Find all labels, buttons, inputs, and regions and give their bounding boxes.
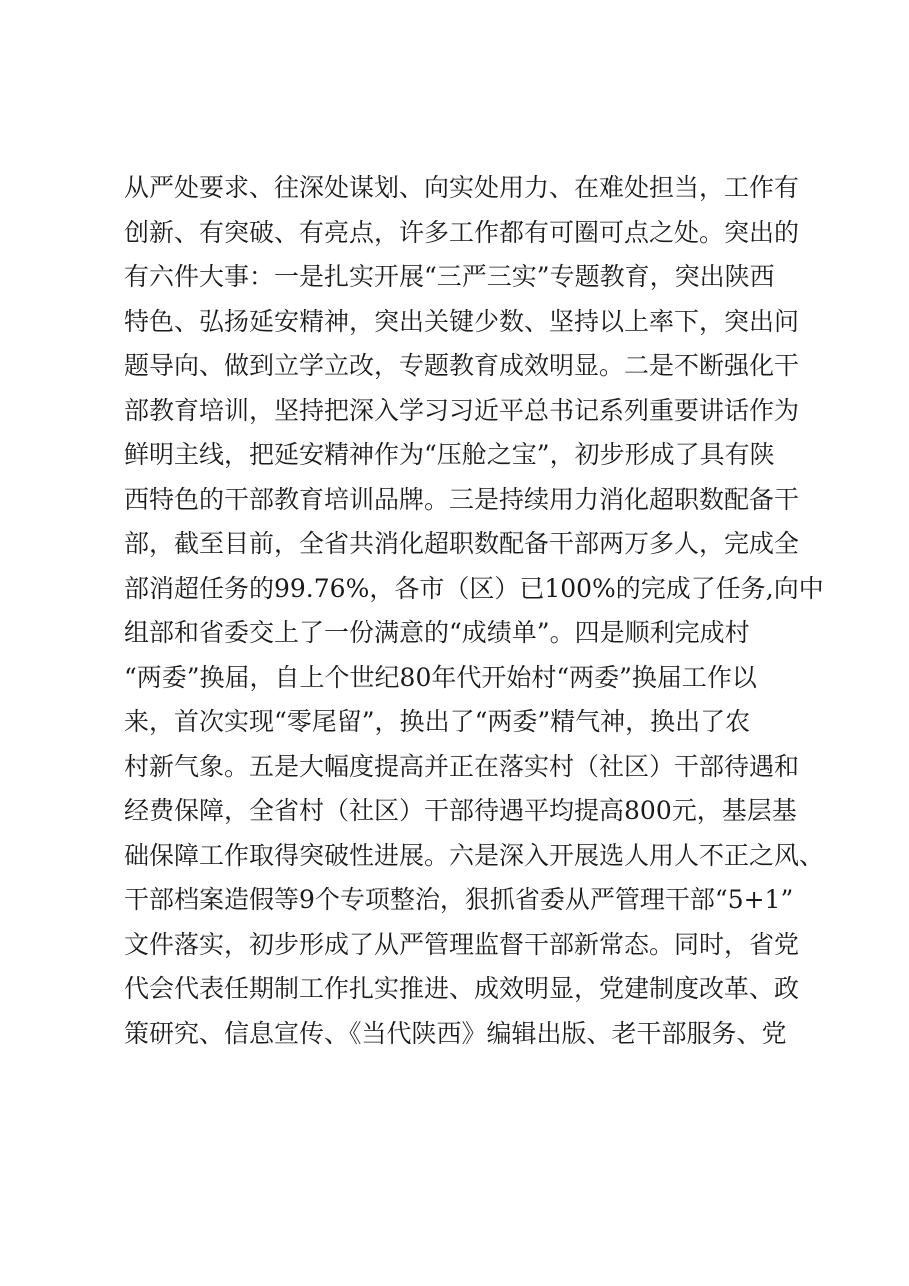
text-line: “两委”换届，自上个世纪80年代开始村“两委”换届工作以 bbox=[124, 662, 757, 692]
text-line: 特色、弘扬延安精神，突出关键少数、坚持以上率下，突出问 bbox=[124, 306, 800, 336]
text-line: 文件落实，初步形成了从严管理监督干部新常态。同时，省党 bbox=[124, 929, 800, 959]
text-line: 题导向、做到立学立改，专题教育成效明显。二是不断强化干 bbox=[124, 351, 800, 380]
text-line: 来，首次实现“零尾留”，换出了“两委”精气神，换出了农 bbox=[124, 707, 751, 736]
text-line: 部教育培训，坚持把深入学习习近平总书记系列重要讲话作为 bbox=[124, 395, 800, 425]
body-paragraph bbox=[124, 166, 825, 1056]
text-line: 部消超任务的99.76%，各市（区）已100%的完成了任务,向中 bbox=[124, 573, 824, 603]
text-line: 从严处要求、往深处谋划、向实处用力、在难处担当，工作有 bbox=[124, 173, 800, 202]
text-line: 鲜明主线，把延安精神作为“压舱之宝”，初步形成了具有陕 bbox=[124, 440, 775, 469]
text-line: 部，截至目前，全省共消化超职数配备干部两万多人，完成全 bbox=[124, 529, 800, 558]
text-line: 策研究、信息宣传、《当代陕西》编辑出版、老干部服务、党 bbox=[124, 1018, 787, 1048]
text-line: 经费保障，全省村（社区）干部待遇平均提高800元，基层基 bbox=[124, 796, 797, 825]
text-line: 西特色的干部教育培训品牌。三是持续用力消化超职数配备干 bbox=[124, 484, 800, 514]
text-line: 代会代表任期制工作扎实推进、成效明显，党建制度改革、政 bbox=[124, 974, 800, 1003]
text-line: 础保障工作取得突破性进展。六是深入开展选人用人不正之风、 bbox=[124, 840, 825, 870]
text-line: 村新气象。五是大幅度提高并正在落实村（社区）干部待遇和 bbox=[124, 751, 800, 781]
text-line: 组部和省委交上了一份满意的“成绩单”。四是顺利完成村 bbox=[124, 618, 750, 647]
text-line: 干部档案造假等9个专项整治，狠抓省委从严管理干部“5+1” bbox=[124, 885, 794, 914]
text-line: 创新、有突破、有亮点，许多工作都有可圈可点之处。突出的 bbox=[124, 217, 800, 247]
text-line: 有六件大事：一是扎实开展“三严三实”专题教育，突出陕西 bbox=[124, 262, 775, 291]
